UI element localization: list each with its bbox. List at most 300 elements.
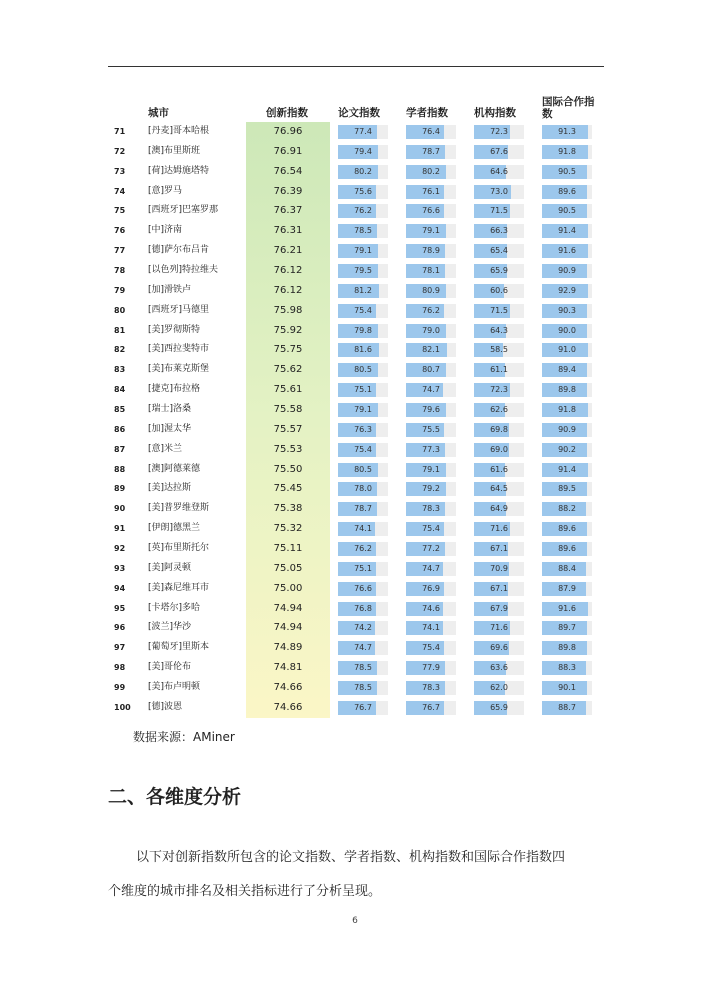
row-institution-index	[474, 221, 524, 241]
cell-value: 64.6	[490, 166, 508, 176]
row-institution-index	[474, 499, 524, 519]
row-institution-index	[474, 579, 524, 599]
cell-value: 89.4	[558, 365, 576, 375]
cell-value: 77.3	[422, 444, 440, 454]
row-institution-index	[474, 360, 524, 380]
row-innovation-index: 75.98	[273, 304, 303, 316]
row-innovation-index: 76.54	[273, 165, 303, 177]
cell-value: 73.0	[490, 186, 508, 196]
table-row	[108, 261, 598, 281]
cell-value: 89.8	[558, 385, 576, 395]
cell-value: 76.2	[354, 206, 372, 216]
row-institution-index	[474, 559, 524, 579]
row-innovation-index: 74.94	[273, 622, 303, 634]
row-city: [伊朗]德黑兰	[148, 523, 201, 534]
row-innovation-index: 74.94	[273, 602, 303, 614]
table-row	[108, 420, 598, 440]
table-row	[108, 698, 598, 718]
row-international-index	[542, 201, 592, 221]
row-scholar-index	[406, 360, 456, 380]
row-international-index	[542, 420, 592, 440]
ranking-table	[108, 90, 598, 718]
cell-value: 76.2	[422, 305, 440, 315]
cell-value: 75.1	[354, 563, 372, 573]
header-innovation: 创新指数	[266, 107, 308, 119]
row-rank: 74	[114, 186, 126, 196]
cell-value: 78.3	[422, 683, 440, 693]
cell-value: 62.6	[490, 405, 508, 415]
row-innovation-index: 75.32	[273, 523, 303, 535]
row-paper-index	[338, 479, 388, 499]
cell-value: 79.1	[354, 405, 372, 415]
row-innovation-index: 75.00	[273, 582, 303, 594]
row-international-index	[542, 182, 592, 202]
cell-value: 79.1	[354, 246, 372, 256]
row-international-index	[542, 698, 592, 718]
row-city: [荷]达姆施塔特	[148, 165, 210, 176]
row-city: [波兰]华沙	[148, 622, 192, 633]
cell-value: 90.9	[558, 424, 576, 434]
row-innovation-index: 75.62	[273, 364, 303, 376]
row-rank: 79	[114, 285, 126, 295]
table-row	[108, 499, 598, 519]
row-international-index	[542, 340, 592, 360]
row-institution-index	[474, 122, 524, 142]
row-institution-index	[474, 678, 524, 698]
row-paper-index	[338, 301, 388, 321]
row-international-index	[542, 162, 592, 182]
row-innovation-index: 74.66	[273, 701, 303, 713]
row-city: [美]布莱克斯堡	[148, 364, 210, 375]
cell-value: 74.7	[422, 563, 440, 573]
row-institution-index	[474, 241, 524, 261]
row-innovation-index: 75.92	[273, 324, 303, 336]
row-paper-index	[338, 539, 388, 559]
row-paper-index	[338, 360, 388, 380]
row-city: [丹麦]哥本哈根	[148, 126, 210, 136]
row-rank: 88	[114, 464, 126, 474]
row-innovation-index: 76.96	[273, 126, 303, 137]
table-row	[108, 142, 598, 162]
row-scholar-index	[406, 380, 456, 400]
header-city: 城市	[148, 107, 169, 119]
cell-value: 90.2	[558, 444, 576, 454]
row-paper-index	[338, 201, 388, 221]
row-rank: 91	[114, 524, 126, 534]
cell-value: 58.5	[490, 345, 508, 355]
row-international-index	[542, 400, 592, 420]
row-scholar-index	[406, 162, 456, 182]
row-international-index	[542, 122, 592, 142]
cell-value: 78.5	[354, 226, 372, 236]
row-paper-index	[338, 638, 388, 658]
row-scholar-index	[406, 142, 456, 162]
row-institution-index	[474, 658, 524, 678]
row-city: [卡塔尔]多哈	[148, 602, 201, 613]
row-paper-index	[338, 241, 388, 261]
row-rank: 73	[114, 166, 126, 176]
table-row	[108, 122, 598, 142]
cell-value: 79.6	[422, 405, 440, 415]
cell-value: 61.1	[490, 365, 508, 375]
row-international-index	[542, 499, 592, 519]
cell-value: 91.6	[558, 603, 576, 613]
row-international-index	[542, 638, 592, 658]
row-rank: 92	[114, 544, 126, 554]
row-innovation-index: 76.91	[273, 145, 303, 157]
cell-value: 67.6	[490, 146, 508, 156]
row-innovation-index: 75.45	[273, 483, 303, 495]
paragraph-line-1: 以下对创新指数所包含的论文指数、学者指数、机构指数和国际合作指数四	[136, 850, 566, 865]
cell-value: 78.0	[354, 484, 372, 494]
cell-value: 75.4	[422, 524, 440, 534]
row-innovation-index: 75.05	[273, 562, 303, 574]
table-header	[108, 90, 598, 122]
row-city: [葡萄牙]里斯本	[148, 642, 210, 653]
cell-value: 76.6	[354, 583, 372, 593]
row-scholar-index	[406, 519, 456, 539]
cell-value: 78.5	[354, 663, 372, 673]
row-rank: 100	[114, 702, 131, 712]
row-paper-index	[338, 340, 388, 360]
cell-value: 88.4	[558, 563, 576, 573]
row-institution-index	[474, 539, 524, 559]
cell-value: 78.1	[422, 266, 440, 276]
cell-value: 71.6	[490, 524, 508, 534]
row-institution-index	[474, 142, 524, 162]
cell-value: 74.6	[422, 603, 440, 613]
cell-value: 67.9	[490, 603, 508, 613]
cell-value: 76.8	[354, 603, 372, 613]
row-international-index	[542, 559, 592, 579]
row-paper-index	[338, 658, 388, 678]
row-institution-index	[474, 460, 524, 480]
cell-value: 81.2	[354, 285, 372, 295]
row-rank: 87	[114, 444, 126, 454]
row-scholar-index	[406, 182, 456, 202]
row-city: [美]罗彻斯特	[148, 324, 201, 335]
row-scholar-index	[406, 440, 456, 460]
cell-value: 75.6	[354, 186, 372, 196]
table-row	[108, 460, 598, 480]
table-row	[108, 301, 598, 321]
row-international-index	[542, 599, 592, 619]
row-rank: 86	[114, 424, 126, 434]
row-rank: 84	[114, 385, 126, 395]
row-paper-index	[338, 142, 388, 162]
table-row	[108, 201, 598, 221]
row-innovation-index: 74.66	[273, 682, 303, 694]
row-innovation-index: 76.21	[273, 245, 303, 257]
row-paper-index	[338, 261, 388, 281]
row-paper-index	[338, 618, 388, 638]
cell-value: 78.3	[422, 504, 440, 514]
row-rank: 72	[114, 146, 126, 156]
table-row	[108, 162, 598, 182]
row-institution-index	[474, 261, 524, 281]
cell-value: 76.7	[422, 702, 440, 712]
cell-value: 77.4	[354, 127, 372, 136]
row-rank: 93	[114, 563, 126, 573]
row-scholar-index	[406, 420, 456, 440]
row-paper-index	[338, 221, 388, 241]
cell-value: 69.0	[490, 444, 508, 454]
row-city: [美]阿灵顿	[148, 562, 192, 573]
table-row	[108, 221, 598, 241]
row-institution-index	[474, 440, 524, 460]
cell-value: 89.6	[558, 186, 576, 196]
table-row	[108, 182, 598, 202]
row-city: [意]罗马	[148, 185, 183, 196]
cell-value: 92.9	[558, 285, 576, 295]
row-paper-index	[338, 281, 388, 301]
table-row	[108, 360, 598, 380]
cell-value: 82.1	[422, 345, 440, 355]
cell-value: 75.1	[354, 385, 372, 395]
cell-value: 89.7	[558, 623, 576, 633]
row-rank: 89	[114, 484, 126, 494]
row-institution-index	[474, 301, 524, 321]
row-rank: 71	[114, 127, 126, 136]
row-rank: 81	[114, 325, 126, 335]
cell-value: 79.5	[354, 266, 372, 276]
row-scholar-index	[406, 340, 456, 360]
row-international-index	[542, 301, 592, 321]
table-row	[108, 618, 598, 638]
cell-value: 89.6	[558, 544, 576, 554]
row-paper-index	[338, 182, 388, 202]
row-paper-index	[338, 460, 388, 480]
row-scholar-index	[406, 638, 456, 658]
row-city: [中]济南	[148, 225, 183, 236]
cell-value: 66.3	[490, 226, 508, 236]
cell-value: 90.0	[558, 325, 576, 335]
row-scholar-index	[406, 698, 456, 718]
row-international-index	[542, 281, 592, 301]
row-international-index	[542, 221, 592, 241]
row-institution-index	[474, 698, 524, 718]
row-paper-index	[338, 380, 388, 400]
row-rank: 98	[114, 663, 126, 673]
row-international-index	[542, 241, 592, 261]
row-paper-index	[338, 400, 388, 420]
row-city: [加]渥太华	[148, 423, 192, 434]
row-city: [美]布卢明顿	[148, 682, 201, 693]
cell-value: 91.6	[558, 246, 576, 256]
row-paper-index	[338, 440, 388, 460]
row-scholar-index	[406, 122, 456, 142]
cell-value: 90.5	[558, 166, 576, 176]
cell-value: 63.6	[490, 663, 508, 673]
cell-value: 67.1	[490, 583, 508, 593]
cell-value: 78.5	[354, 683, 372, 693]
cell-value: 87.9	[558, 583, 576, 593]
cell-value: 69.6	[490, 643, 508, 653]
row-international-index	[542, 142, 592, 162]
row-paper-index	[338, 519, 388, 539]
table-row	[108, 380, 598, 400]
cell-value: 80.2	[354, 166, 372, 176]
row-scholar-index	[406, 678, 456, 698]
header-international: 国际合作指数	[542, 96, 595, 120]
cell-value: 65.4	[490, 246, 508, 256]
cell-value: 89.5	[558, 484, 576, 494]
header-scholar: 学者指数	[406, 107, 448, 119]
row-innovation-index: 75.38	[273, 503, 303, 515]
cell-value: 76.4	[422, 127, 440, 136]
table-row	[108, 400, 598, 420]
row-rank: 76	[114, 226, 126, 236]
cell-value: 80.7	[422, 365, 440, 375]
cell-value: 79.4	[354, 146, 372, 156]
cell-value: 79.1	[422, 464, 440, 474]
table-row	[108, 599, 598, 619]
cell-value: 79.1	[422, 226, 440, 236]
row-international-index	[542, 539, 592, 559]
row-institution-index	[474, 380, 524, 400]
row-institution-index	[474, 638, 524, 658]
row-scholar-index	[406, 658, 456, 678]
row-scholar-index	[406, 539, 456, 559]
table-row	[108, 440, 598, 460]
row-paper-index	[338, 321, 388, 341]
cell-value: 88.2	[558, 504, 576, 514]
table-row	[108, 281, 598, 301]
row-scholar-index	[406, 559, 456, 579]
cell-value: 70.9	[490, 563, 508, 573]
header-paper: 论文指数	[338, 107, 380, 119]
cell-value: 79.0	[422, 325, 440, 335]
cell-value: 76.6	[422, 206, 440, 216]
cell-value: 65.9	[490, 702, 508, 712]
table-row	[108, 241, 598, 261]
cell-value: 81.6	[354, 345, 372, 355]
row-city: [西班牙]马德里	[148, 304, 210, 315]
section-title: 二、各维度分析	[108, 786, 242, 808]
row-paper-index	[338, 698, 388, 718]
row-scholar-index	[406, 241, 456, 261]
table-row	[108, 479, 598, 499]
cell-value: 65.9	[490, 266, 508, 276]
row-scholar-index	[406, 281, 456, 301]
row-rank: 97	[114, 643, 126, 653]
cell-value: 78.9	[422, 246, 440, 256]
cell-value: 72.3	[490, 385, 508, 395]
cell-value: 61.6	[490, 464, 508, 474]
row-international-index	[542, 460, 592, 480]
row-rank: 75	[114, 206, 126, 216]
row-institution-index	[474, 281, 524, 301]
cell-value: 76.1	[422, 186, 440, 196]
row-rank: 90	[114, 504, 126, 514]
row-city: [瑞士]洛桑	[148, 404, 192, 415]
cell-value: 75.4	[354, 305, 372, 315]
row-international-index	[542, 321, 592, 341]
row-scholar-index	[406, 201, 456, 221]
cell-value: 90.3	[558, 305, 576, 315]
top-rule	[108, 66, 604, 67]
cell-value: 71.5	[490, 206, 508, 216]
row-international-index	[542, 261, 592, 281]
row-rank: 83	[114, 365, 126, 375]
row-paper-index	[338, 599, 388, 619]
row-paper-index	[338, 678, 388, 698]
row-innovation-index: 76.39	[273, 185, 303, 197]
row-rank: 78	[114, 266, 126, 276]
row-scholar-index	[406, 479, 456, 499]
header-institution: 机构指数	[474, 107, 516, 119]
table-body	[108, 122, 598, 718]
cell-value: 60.6	[490, 285, 508, 295]
cell-value: 91.8	[558, 146, 576, 156]
row-institution-index	[474, 618, 524, 638]
row-city: [美]森尼维耳市	[148, 582, 210, 593]
row-innovation-index: 75.11	[273, 543, 303, 555]
cell-value: 71.5	[490, 305, 508, 315]
row-institution-index	[474, 479, 524, 499]
row-rank: 96	[114, 623, 126, 633]
row-paper-index	[338, 162, 388, 182]
row-rank: 99	[114, 683, 126, 693]
row-rank: 77	[114, 246, 126, 256]
cell-value: 74.7	[354, 643, 372, 653]
cell-value: 72.3	[490, 127, 508, 136]
row-paper-index	[338, 579, 388, 599]
row-international-index	[542, 360, 592, 380]
row-innovation-index: 75.75	[273, 344, 303, 356]
cell-value: 69.8	[490, 424, 508, 434]
cell-value: 74.7	[422, 385, 440, 395]
row-innovation-index: 74.81	[273, 662, 303, 674]
row-city: [西班牙]巴塞罗那	[148, 205, 219, 216]
row-city: [澳]阿德莱德	[148, 463, 201, 474]
cell-value: 90.1	[558, 683, 576, 693]
cell-value: 64.3	[490, 325, 508, 335]
table-row	[108, 638, 598, 658]
cell-value: 91.3	[558, 127, 576, 136]
row-scholar-index	[406, 261, 456, 281]
table-row	[108, 519, 598, 539]
row-institution-index	[474, 599, 524, 619]
row-rank: 95	[114, 603, 126, 613]
row-innovation-index: 76.37	[273, 205, 303, 217]
cell-value: 80.5	[354, 464, 372, 474]
cell-value: 89.6	[558, 524, 576, 534]
row-institution-index	[474, 519, 524, 539]
row-innovation-index: 75.50	[273, 463, 303, 475]
cell-value: 64.9	[490, 504, 508, 514]
row-rank: 80	[114, 305, 126, 315]
row-scholar-index	[406, 221, 456, 241]
row-institution-index	[474, 420, 524, 440]
cell-value: 91.4	[558, 226, 576, 236]
row-city: [美]达拉斯	[148, 483, 192, 494]
cell-value: 76.9	[422, 583, 440, 593]
row-rank: 85	[114, 405, 126, 415]
paragraph-line-2: 个维度的城市排名及相关指标进行了分析呈现。	[108, 884, 382, 899]
row-city: [德]萨尔布吕肯	[148, 245, 210, 256]
cell-value: 90.5	[558, 206, 576, 216]
row-institution-index	[474, 321, 524, 341]
row-rank: 82	[114, 345, 126, 355]
cell-value: 78.7	[354, 504, 372, 514]
cell-value: 79.8	[354, 325, 372, 335]
cell-value: 74.1	[354, 524, 372, 534]
row-paper-index	[338, 122, 388, 142]
cell-value: 80.5	[354, 365, 372, 375]
table-row	[108, 321, 598, 341]
row-city: [加]滑铁卢	[148, 284, 192, 295]
